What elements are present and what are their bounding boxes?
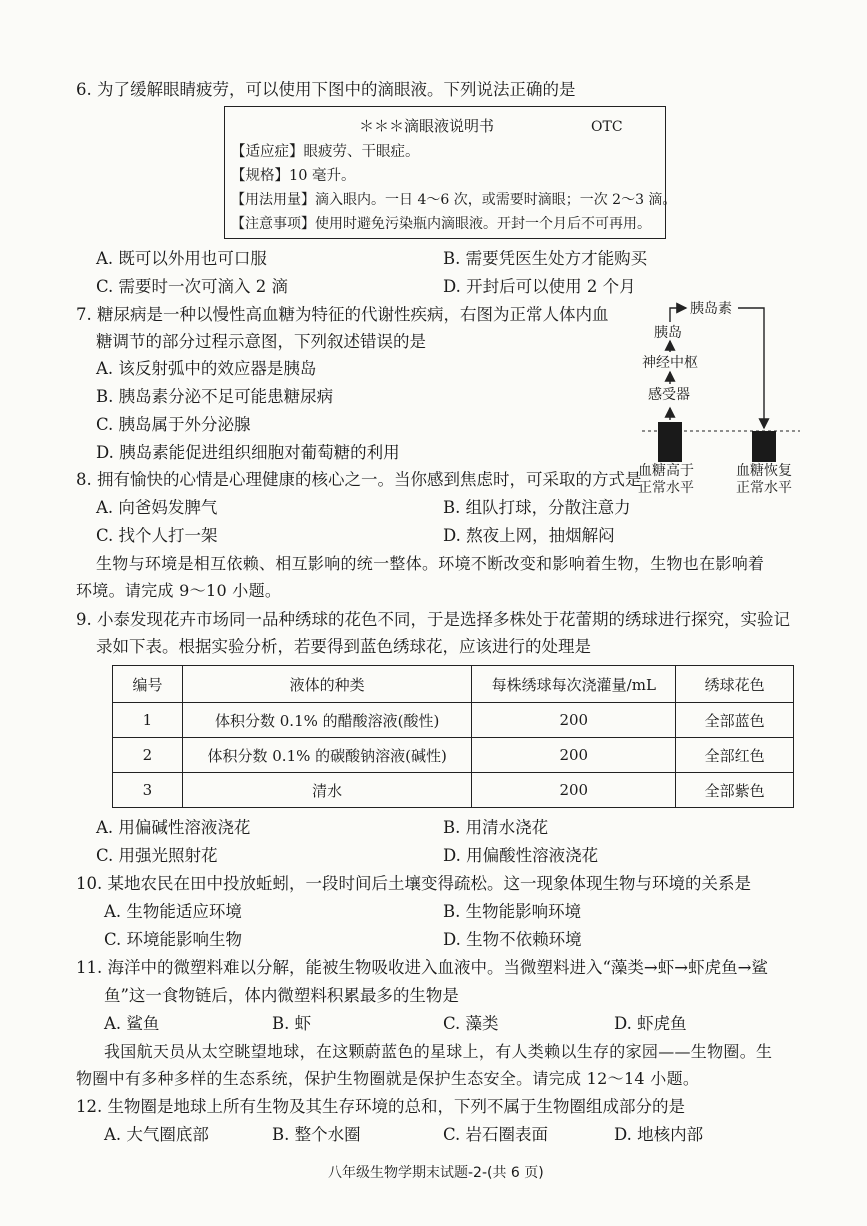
table-cell: 2 — [113, 738, 183, 773]
q7-option-d[interactable]: D. 胰岛素能促进组织细胞对葡萄糖的利用 — [96, 443, 400, 462]
q9-option-d[interactable]: D. 用偏酸性溶液浇花 — [443, 846, 599, 865]
table-header: 每株绣球每次浇灌量/mL — [472, 666, 676, 703]
table-row — [113, 773, 794, 808]
table-cell: 全部红色 — [676, 738, 794, 773]
q9-stem-line2: 录如下表。根据实验分析，若要得到蓝色绣球花，应该进行的处理是 — [96, 637, 591, 656]
q12-option-c[interactable]: C. 岩石圈表面 — [443, 1125, 549, 1144]
glucose-regulation-diagram — [636, 300, 806, 500]
q8-option-a[interactable]: A. 向爸妈发脾气 — [96, 498, 218, 517]
page-footer: 八年级生物学期末试题-2-(共 6 页) — [328, 1165, 544, 1181]
q7-option-c[interactable]: C. 胰岛属于外分泌腺 — [96, 415, 251, 434]
diagram-insulin: 胰岛素 — [690, 301, 732, 317]
table-row — [113, 738, 794, 773]
q9-stem-line1: 9. 小泰发现花卉市场同一品种绣球的花色不同，于是选择多株处于花蕾期的绣球进行探究，实验记 — [76, 610, 790, 629]
q8-option-c[interactable]: C. 找个人打一架 — [96, 526, 218, 545]
label-line-spec: 【规格】10 毫升。 — [231, 168, 356, 184]
q7-option-b[interactable]: B. 胰岛素分泌不足可能患糖尿病 — [96, 387, 334, 406]
experiment-table — [112, 665, 794, 808]
q12-option-d[interactable]: D. 地核内部 — [614, 1125, 704, 1144]
table-cell: 清水 — [182, 773, 472, 808]
q6-stem: 6. 为了缓解眼睛疲劳，可以使用下图中的滴眼液。下列说法正确的是 — [76, 80, 576, 99]
q7-option-a[interactable]: A. 该反射弧中的效应器是胰岛 — [96, 359, 317, 378]
diagram-right-label-2: 正常水平 — [736, 480, 792, 496]
q7-stem-line2: 糖调节的部分过程示意图，下列叙述错误的是 — [96, 332, 426, 351]
label-otc: OTC — [591, 119, 623, 135]
q11-stem-line1: 11. 海洋中的微塑料难以分解，能被生物吸收进入血液中。当微塑料进入“藻类→虾→虾虎鱼→鲨 — [76, 958, 768, 977]
diagram-islet: 胰岛 — [654, 325, 682, 341]
intro-9-10-line2: 环境。请完成 9～10 小题。 — [76, 581, 282, 600]
q10-option-d[interactable]: D. 生物不依赖环境 — [443, 930, 582, 949]
table-cell: 全部蓝色 — [676, 703, 794, 738]
q9-option-a[interactable]: A. 用偏碱性溶液浇花 — [96, 818, 251, 837]
q8-option-d[interactable]: D. 熬夜上网，抽烟解闷 — [443, 526, 615, 545]
q11-option-a[interactable]: A. 鲨鱼 — [104, 1014, 160, 1033]
diagram-left-label-1: 血糖高于 — [638, 463, 694, 479]
q8-stem: 8. 拥有愉快的心情是心理健康的核心之一。当你感到焦虑时，可采取的方式是 — [76, 470, 642, 489]
table-cell: 体积分数 0.1% 的碳酸钠溶液(碱性) — [182, 738, 472, 773]
bar-normal-glucose — [752, 431, 776, 462]
table-header: 绣球花色 — [676, 666, 794, 703]
q10-option-b[interactable]: B. 生物能影响环境 — [443, 902, 582, 921]
q6-option-c[interactable]: C. 需要时一次可滴入 2 滴 — [96, 277, 289, 296]
q12-option-b[interactable]: B. 整个水圈 — [272, 1125, 361, 1144]
q9-option-c[interactable]: C. 用强光照射花 — [96, 846, 218, 865]
table-header-row — [113, 666, 794, 703]
q6-option-a[interactable]: A. 既可以外用也可口服 — [96, 249, 267, 268]
intro-12-14-line2: 物圈中有多种多样的生态系统，保护生物圈就是保护生态安全。请完成 12～14 小题。 — [76, 1069, 700, 1088]
diagram-nerve-center: 神经中枢 — [642, 355, 698, 371]
table-cell: 体积分数 0.1% 的醋酸溶液(酸性) — [182, 703, 472, 738]
label-line-indication: 【适应症】眼疲劳、干眼症。 — [231, 144, 420, 160]
table-header: 编号 — [113, 666, 183, 703]
q12-stem: 12. 生物圈是地球上所有生物及其生存环境的总和，下列不属于生物圈组成部分的是 — [76, 1097, 685, 1116]
q11-option-c[interactable]: C. 藻类 — [443, 1014, 499, 1033]
q7-stem-line1: 7. 糖尿病是一种以慢性高血糖为特征的代谢性疾病，右图为正常人体内血 — [76, 305, 609, 324]
q12-option-a[interactable]: A. 大气圈底部 — [104, 1125, 209, 1144]
table-cell: 3 — [113, 773, 183, 808]
q10-option-c[interactable]: C. 环境能影响生物 — [104, 930, 243, 949]
table-cell: 200 — [472, 703, 676, 738]
diagram-right-label-1: 血糖恢复 — [736, 463, 792, 479]
table-cell: 全部紫色 — [676, 773, 794, 808]
table-row — [113, 703, 794, 738]
q11-stem-line2: 鱼”这一食物链后，体内微塑料积累最多的生物是 — [104, 986, 459, 1005]
q10-stem: 10. 某地农民在田中投放蚯蚓，一段时间后土壤变得疏松。这一现象体现生物与环境的关系是 — [76, 874, 751, 893]
q8-option-b[interactable]: B. 组队打球，分散注意力 — [443, 498, 631, 517]
diagram-receptor: 感受器 — [648, 387, 690, 403]
q10-option-a[interactable]: A. 生物能适应环境 — [104, 902, 242, 921]
bar-high-glucose — [658, 422, 682, 462]
q6-option-b[interactable]: B. 需要凭医生处方才能购买 — [443, 249, 648, 268]
table-header: 液体的种类 — [182, 666, 472, 703]
label-line-notice: 【注意事项】使用时避免污染瓶内滴眼液。开封一个月后不可再用。 — [231, 216, 651, 232]
q6-option-d[interactable]: D. 开封后可以使用 2 个月 — [443, 277, 636, 296]
label-title: ＊＊＊滴眼液说明书 — [359, 117, 495, 135]
table-cell: 200 — [472, 738, 676, 773]
label-line-usage: 【用法用量】滴入眼内。一日 4～6 次，或需要时滴眼；一次 2～3 滴。 — [231, 192, 677, 208]
q11-option-b[interactable]: B. 虾 — [272, 1014, 312, 1033]
eye-drop-label — [224, 106, 677, 239]
table-cell: 200 — [472, 773, 676, 808]
intro-9-10-line1: 生物与环境是相互依赖、相互影响的统一整体。环境不断改变和影响着生物，生物也在影响着 — [96, 554, 765, 573]
q9-option-b[interactable]: B. 用清水浇花 — [443, 818, 549, 837]
q11-option-d[interactable]: D. 虾虎鱼 — [614, 1014, 687, 1033]
intro-12-14-line1: 我国航天员从太空眺望地球，在这颗蔚蓝色的星球上，有人类赖以生存的家园——生物圈。生 — [104, 1042, 773, 1061]
diagram-left-label-2: 正常水平 — [638, 480, 694, 496]
table-cell: 1 — [113, 703, 183, 738]
